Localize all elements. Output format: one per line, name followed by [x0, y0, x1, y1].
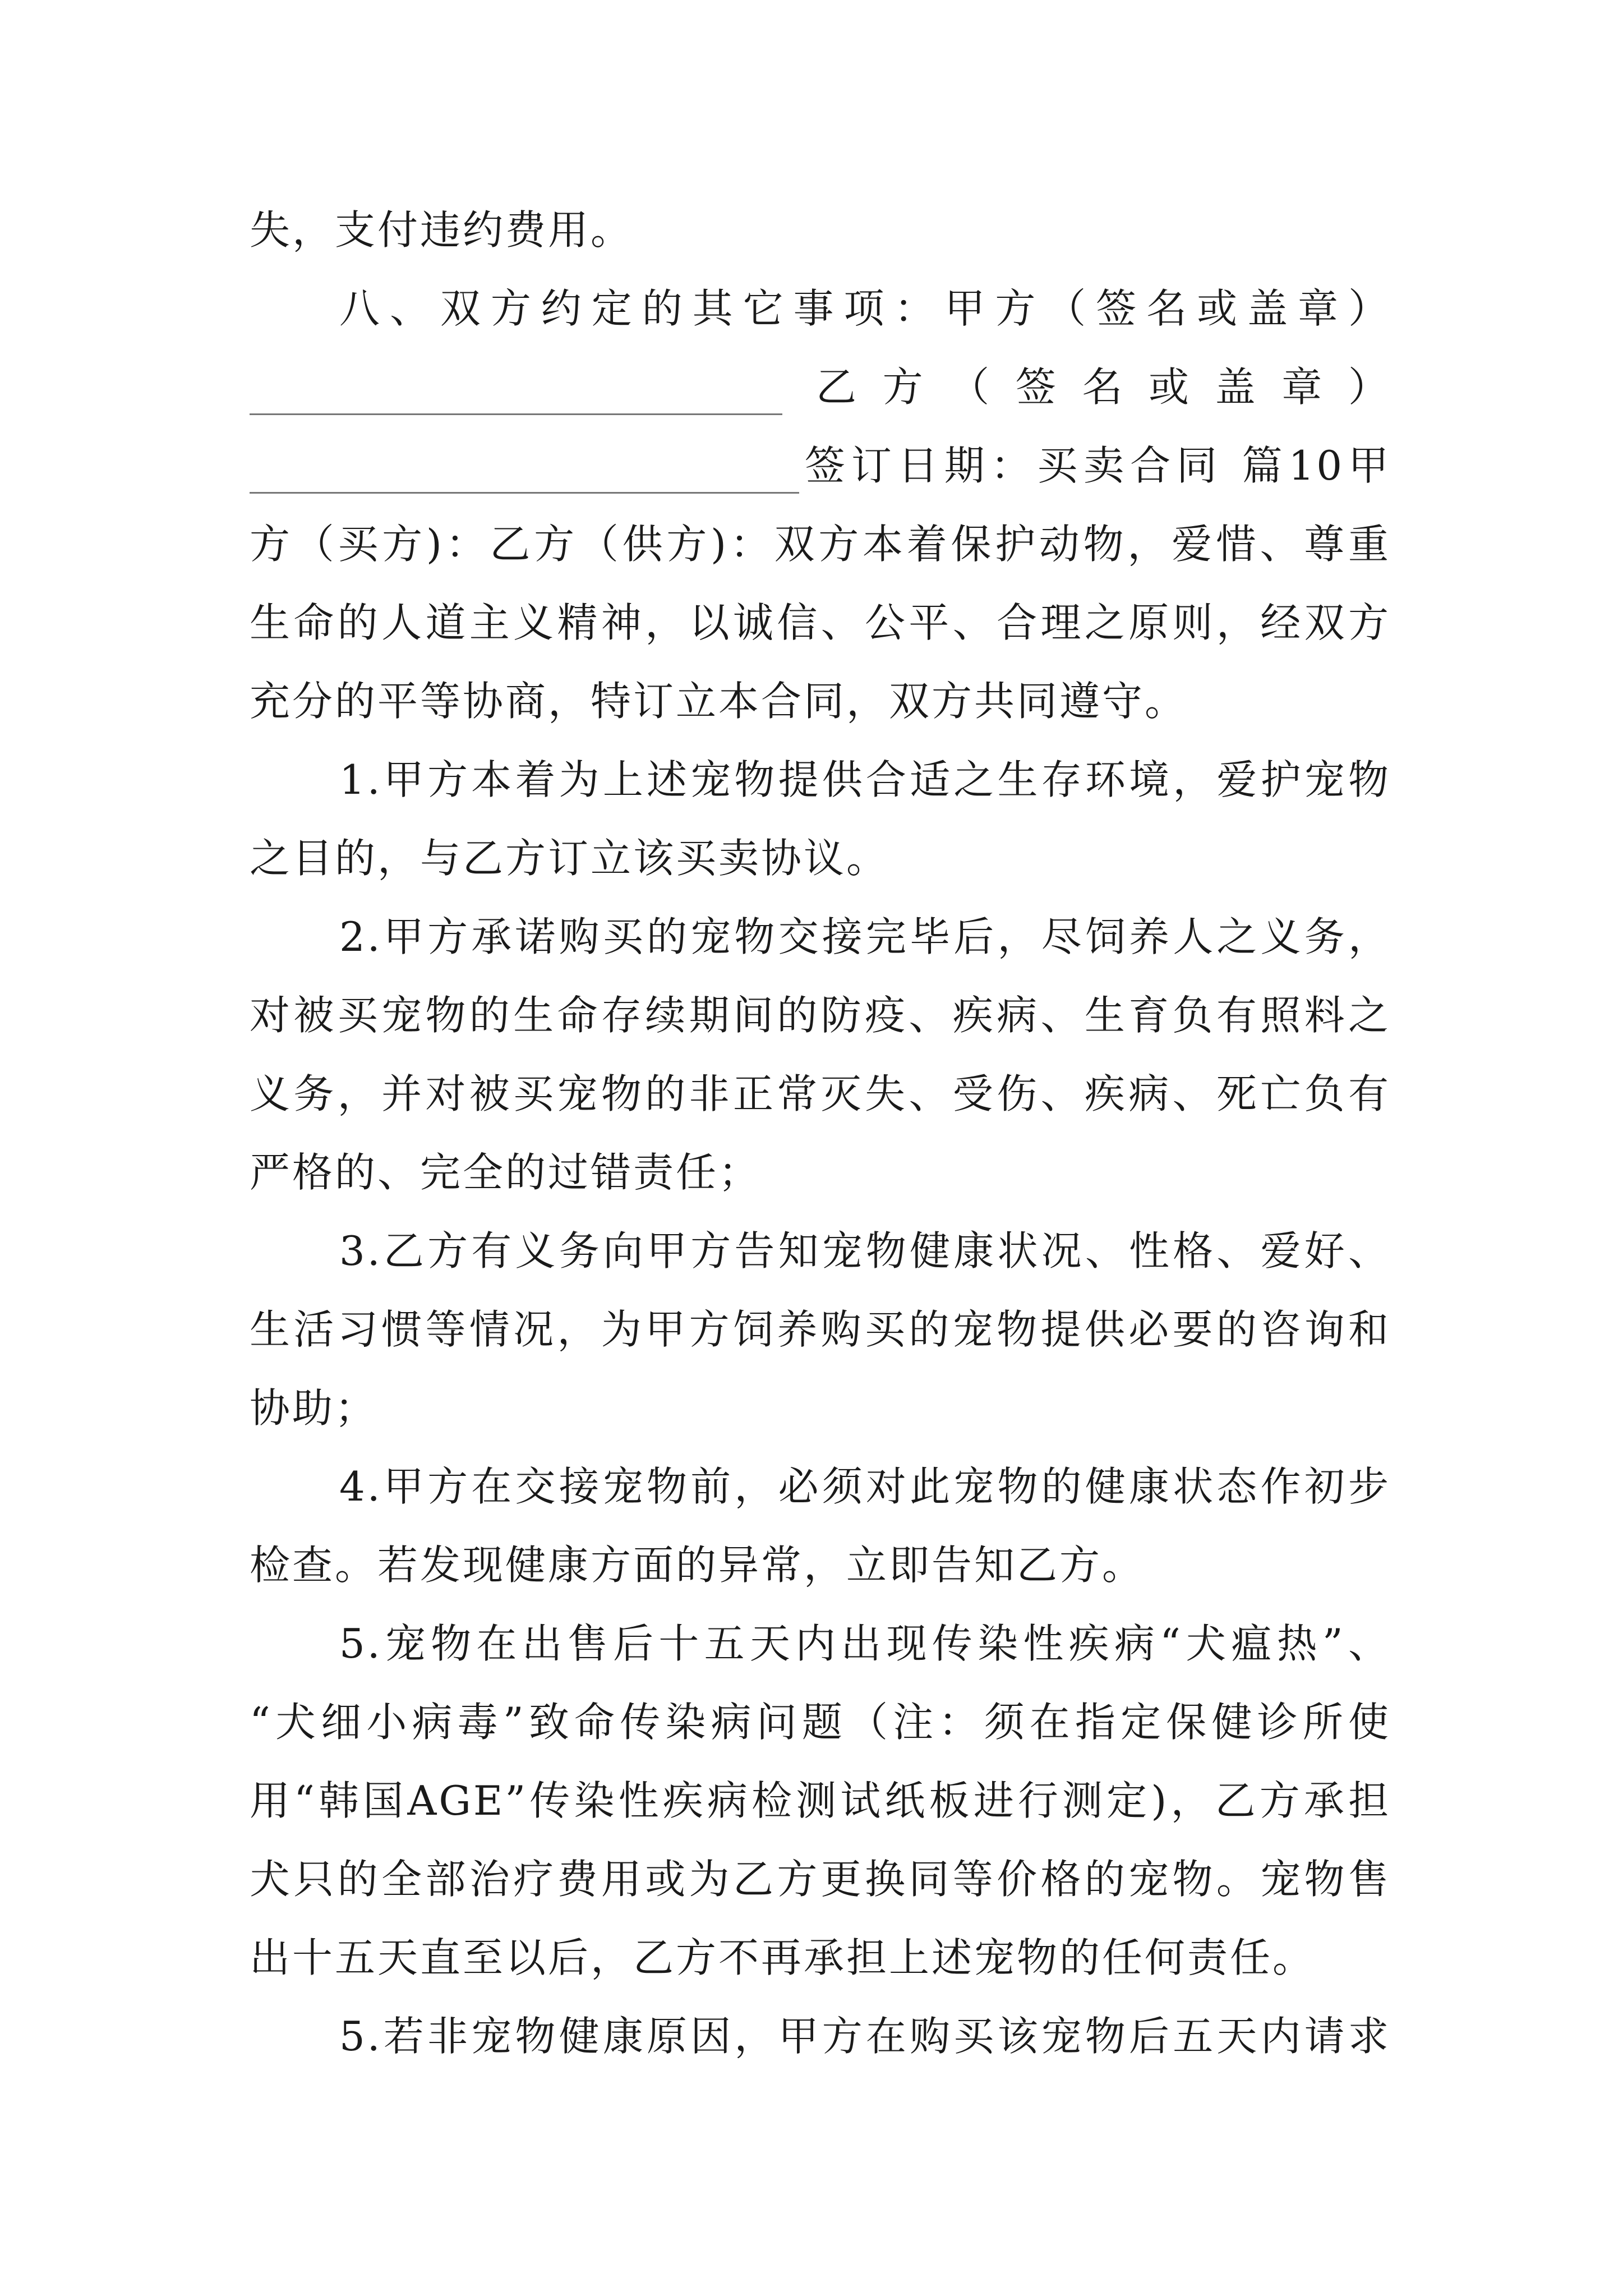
char: 方	[882, 364, 925, 411]
text-line: 方（买方)：乙方（供方)：双方本着保护动物，爱惜、尊重	[250, 521, 1391, 568]
text-line: 1.甲方本着为上述宠物提供合适之生存环境，爱护宠物	[339, 756, 1391, 803]
sign-date-label: 签订日期：买卖合同 篇10甲	[805, 442, 1391, 489]
text-line: 生命的人道主义精神，以诚信、公平、合理之原则，经双方	[250, 599, 1391, 646]
signature-row-party-b	[250, 359, 1391, 415]
char: 签	[1015, 364, 1058, 411]
text-line: 严格的、完全的过错责任；	[250, 1149, 762, 1196]
text-line: 生活习惯等情况，为甲方饲养购买的宠物提供必要的咨询和	[250, 1306, 1391, 1353]
signature-blank	[250, 380, 782, 415]
text-line: 5.若非宠物健康原因，甲方在购买该宠物后五天内请求	[339, 2013, 1391, 2060]
text-line: 出十五天直至以后，乙方不再承担上述宠物的任何责任。	[250, 1934, 1316, 1981]
text-line: 之目的，与乙方订立该买卖协议。	[250, 835, 889, 882]
text-line: 充分的平等协商，特订立本合同，双方共同遵守。	[250, 678, 1188, 725]
char: 或	[1149, 364, 1192, 411]
text-line: 4.甲方在交接宠物前，必须对此宠物的健康状态作初步	[339, 1463, 1391, 1510]
text-line: 犬只的全部治疗费用或为乙方更换同等价格的宠物。宠物售	[250, 1856, 1391, 1903]
text-line: 协助；	[250, 1384, 378, 1432]
signature-blank	[250, 458, 799, 494]
text-line: 检查。若发现健康方面的异常，立即告知乙方。	[250, 1542, 1145, 1589]
signature-row-date	[250, 438, 1391, 494]
text-line: 2.甲方承诺购买的宠物交接完毕后，尽饲养人之义务，	[339, 913, 1391, 960]
text-line: 5.宠物在出售后十五天内出现传染性疾病“犬瘟热”、	[339, 1620, 1391, 1667]
text-line: 对被买宠物的生命存续期间的防疫、疾病、生育负有照料之	[250, 992, 1391, 1039]
char: 名	[1082, 364, 1125, 411]
char: 盖	[1215, 364, 1258, 411]
text-line: 八、双方约定的其它事项：甲方（签名或盖章）	[339, 285, 1391, 332]
party-b-signature-label	[782, 359, 1391, 415]
char: 乙	[816, 364, 859, 411]
text-line: 失，支付违约费用。	[250, 206, 634, 254]
char: ）	[1348, 364, 1391, 411]
char: 章	[1281, 364, 1325, 411]
char: （	[949, 364, 992, 411]
text-line: 义务，并对被买宠物的非正常灭失、受伤、疾病、死亡负有	[250, 1070, 1391, 1117]
text-line: “犬细小病毒”致命传染病问题（注：须在指定保健诊所使	[250, 1699, 1391, 1746]
text-line: 3.乙方有义务向甲方告知宠物健康状况、性格、爱好、	[339, 1227, 1391, 1274]
text-line: 用“韩国AGE”传染性疾病检测试纸板进行测定)，乙方承担	[250, 1777, 1391, 1824]
